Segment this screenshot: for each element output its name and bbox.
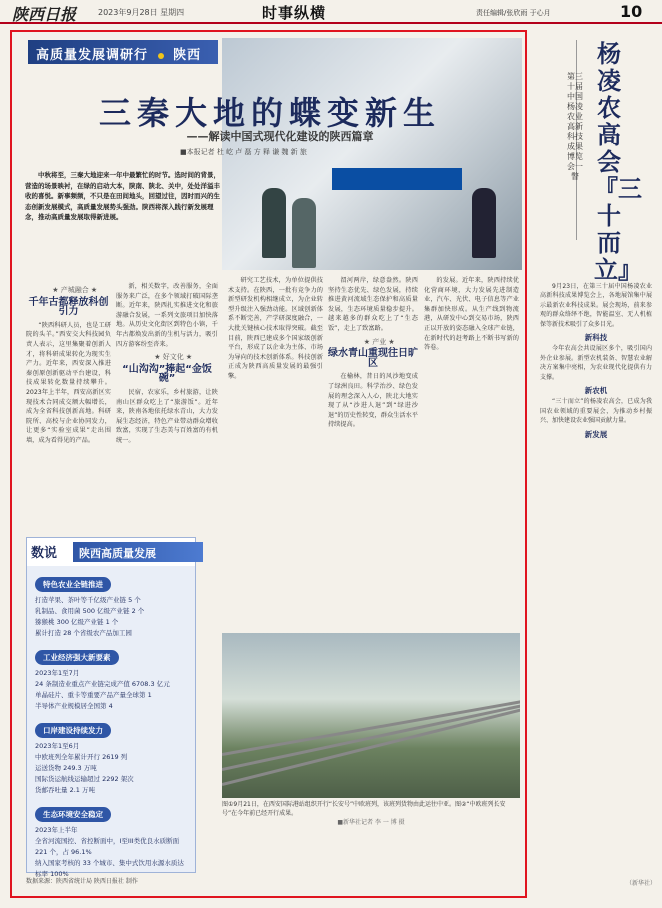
section-title: 时事纵横	[262, 4, 327, 22]
data-section-tag: 口岸建设持续发力	[35, 723, 111, 738]
data-section-tag: 特色农业全链推进	[35, 577, 111, 592]
article-paragraph: “陕西科研人员，也是工研院的头羊。”西安交大科技园负责人表示，这里集聚着创新人才，将科研成果转化为现实生产力。近年来，西安深入推进秦创原创新驱动平台建设，科技成果转化数量持续攀升。2023年上半年，西安高新区实现技术合同成交额大幅增长，成为全省科技创新高地。科研院所、高校与企业协同发力，让更多“实验室成果”走出围墙，成为看得见的产品。	[26, 321, 111, 444]
article-column-3	[228, 276, 323, 628]
section-subhead: “山沟沟”捧起“金饭碗”	[122, 363, 212, 385]
data-line: 打造苹果、茶叶等千亿级产业链 5 个	[35, 596, 141, 604]
newspaper-logo: 陕西日报	[12, 5, 77, 24]
data-line: 2023年1至7月	[35, 669, 80, 677]
data-line: 纳入国家考核的 33 个城市、集中式饮用水源水质达标率 100%	[35, 859, 184, 878]
data-line: 24 条制造业重点产业链完成产值 6708.3 亿元	[35, 680, 170, 688]
series-banner	[28, 40, 218, 64]
subheadline: ——解读中国式现代化建设的陕西篇章	[186, 130, 374, 143]
photo-person	[292, 198, 316, 268]
data-box-title: 陕西高质量发展	[73, 542, 203, 562]
data-line: 2023年上半年	[35, 826, 78, 834]
byline: ■本报记者 杜 屹 卢 磊 方 释 谦 魏 新 旅	[180, 148, 307, 156]
sidebar-footer: （新华社）	[625, 880, 656, 887]
sidebar-subhead: 新发展	[584, 429, 608, 439]
sidebar-paragraph: 9月23日，在第三十届中国杨凌农业高新科技成果博览会上，各地展馆集中展示最新农业科技成果。展会现场，前来参观的群众络绎不绝，智能温室、无人机植保等新技术吸引了众多目光。	[540, 283, 652, 328]
photo-sign	[332, 168, 462, 190]
data-section	[35, 802, 187, 880]
data-box	[26, 537, 196, 878]
photo-person	[262, 188, 286, 258]
section-star: ★ 产业 ★	[363, 337, 395, 346]
photo-credit: ■新华社记者 李 一 博 摄	[337, 819, 405, 826]
issue-date: 2023年9月28日 星期四	[98, 8, 185, 17]
data-line: 半导体产业规模居全国第 4	[35, 702, 113, 710]
page-number: 10	[620, 2, 643, 21]
data-line: 国际货运航线运输超过 2292 架次	[35, 775, 134, 783]
article-column-5	[424, 276, 519, 628]
data-line: 乳制品、食用菌 500 亿级产业链 2 个	[35, 607, 145, 615]
photo-caption	[222, 800, 520, 827]
sidebar-subhead: 新农机	[584, 386, 608, 396]
section-star: ★ 好文化 ★	[154, 353, 193, 362]
masthead	[0, 0, 662, 24]
article-column-4	[328, 276, 418, 628]
sidebar-body	[540, 282, 652, 441]
bottom-photo	[222, 633, 520, 798]
data-section	[35, 718, 187, 796]
section-subhead: 千年古都释放科创引力	[28, 296, 109, 318]
data-line: 中欧班列全年累计开行 2619 列	[35, 753, 128, 761]
photo-rail-line	[222, 702, 520, 771]
data-line: 运送货物 249.3 万吨	[35, 764, 97, 772]
data-section-tag: 生态环境安全稳定	[35, 807, 111, 822]
data-line: 累计打造 28 个省级农产品加工园	[35, 629, 132, 637]
article-paragraph: 研究工艺技术，为单位提供技术支持。在陕西，一批有竞争力的新型研发机构相继成立，为企业转型升级注入强劲动能。区域创新体系不断完善，产学研深度融合，一大批关键核心技术取得突破。截至目前，陕西已建成多个国家级创新平台，形成了以企业为主体、市场为导向的技术创新体系。科技创新正成为陕西高质量发展的最强引擎。	[228, 277, 323, 380]
data-section	[35, 645, 187, 712]
data-line: 全省河流国控、省控断面中，I至III类优良水质断面 221 个，占 96.1%	[35, 837, 180, 856]
article-column-1	[26, 282, 111, 532]
article-paragraph: 的发展。近年来，陕西持续优化营商环境，大力发展先进制造业，汽车、光伏、电子信息等产业集群加快形成。从生产线到物流港，从研发中心到交易市场，陕西正以开放的姿态融入全球产业链，在新时代的赶考路上不断书写新的答卷。	[424, 277, 519, 352]
section-subhead: 绿水青山重现往日旷区	[328, 348, 418, 369]
data-source-footer: 数据来源：陕西省统计局 陕西日报社 制作	[26, 878, 138, 885]
headline: 三秦大地的蝶变新生	[98, 94, 441, 132]
data-box-key: 数说	[31, 546, 58, 561]
data-line: 2023年1至6月	[35, 742, 80, 750]
lead-paragraph: 中秋将至，三秦大地迎来一年中最繁忙的时节。选时间的背景，营造的场景映衬，在绿的启动大本，陕南、陕北、关中，处处洋溢丰收的喜悦。新事频频，不只是在田间地头，回望过往，因时而兴的生态创新发展模式，高质量发展势头强劲。陕西将深入践行新发展理念，推动高质量发展取得新进展。	[25, 171, 220, 221]
article-paragraph: 新，相关数字，改善服务，全面服务来广泛，在多个领域打破国际垄断。近年来，陕西扎实推进文化和旅游融合发展，一系列文旅项目加快落地。从历史文化街区到特色小镇，千年古都焕发出新的生机与活力，吸引四方游客纷至沓来。	[116, 283, 218, 348]
data-section-tag: 工业经济强大新要素	[35, 650, 119, 665]
data-section	[35, 572, 187, 639]
article-paragraph: 渭河两岸，绿意盎然。陕西坚持生态优先、绿色发展，持续推进黄河流域生态保护和高质量发展，生态环境质量稳步提升。越来越多的群众吃上了“生态饭”，走上了致富路。	[328, 277, 418, 332]
photo-person	[472, 188, 496, 258]
photo-caption-text: 图①9月21日，在西安国际港站组织开行“长安号”中欧班列，该班列货物由此运往中亚。图②“中欧班列长安号”在今年前已经开行成果。	[222, 801, 506, 817]
series-banner-left: 高质量发展调研行	[36, 48, 149, 63]
data-box-header	[27, 538, 195, 566]
banner-dot-icon	[158, 53, 164, 59]
section-star: ★ 产城融合 ★	[52, 286, 98, 294]
sidebar-paragraph: 今年农高会共设展区多个，吸引国内外企业参展。新型农机装备、智慧农业解决方案集中亮相，为农业现代化提供有力支撑。	[540, 345, 652, 381]
data-line: 猕猴桃 300 亿级产业链 1 个	[35, 618, 119, 626]
series-banner-right: 陕西	[173, 48, 202, 63]
article-paragraph: 在榆林，昔日的风沙地变成了绿洲良田。科学治沙、绿色发展的理念深入人心，陕北大地实现了从“沙进人退”到“绿进沙退”的历史性转变，群众生活水平持续提高。	[328, 373, 418, 429]
article-paragraph: 民宿，农家乐，乡村旅游，让陕南山区群众吃上了“旅游饭”。近年来，陕南各地依托绿水青山，大力发展生态经济，特色产业带动群众增收致富，实现了生态美与百姓富的有机统一。	[116, 388, 218, 444]
article-column-2	[116, 282, 218, 532]
data-line: 单晶硅片、重卡等重要产品产量全球第 1	[35, 691, 152, 699]
editors-credit: 责任编辑/张欣雨 于心月	[476, 9, 551, 17]
data-line: 货邮吞吐量 2.1 万吨	[35, 786, 95, 794]
sidebar-title: 杨凌农高会『三十而立』	[594, 39, 642, 284]
sidebar-paragraph: “三十而立”的杨凌农高会，已成为我国农业领域的重要展会，为推动乡村振兴、加快建设农业强国贡献力量。	[540, 398, 652, 425]
sidebar-subhead: 新科技	[584, 333, 608, 343]
sidebar-subtitle: 第三十届中国杨凌农业高新科技成果博览会一瞥	[567, 72, 583, 181]
